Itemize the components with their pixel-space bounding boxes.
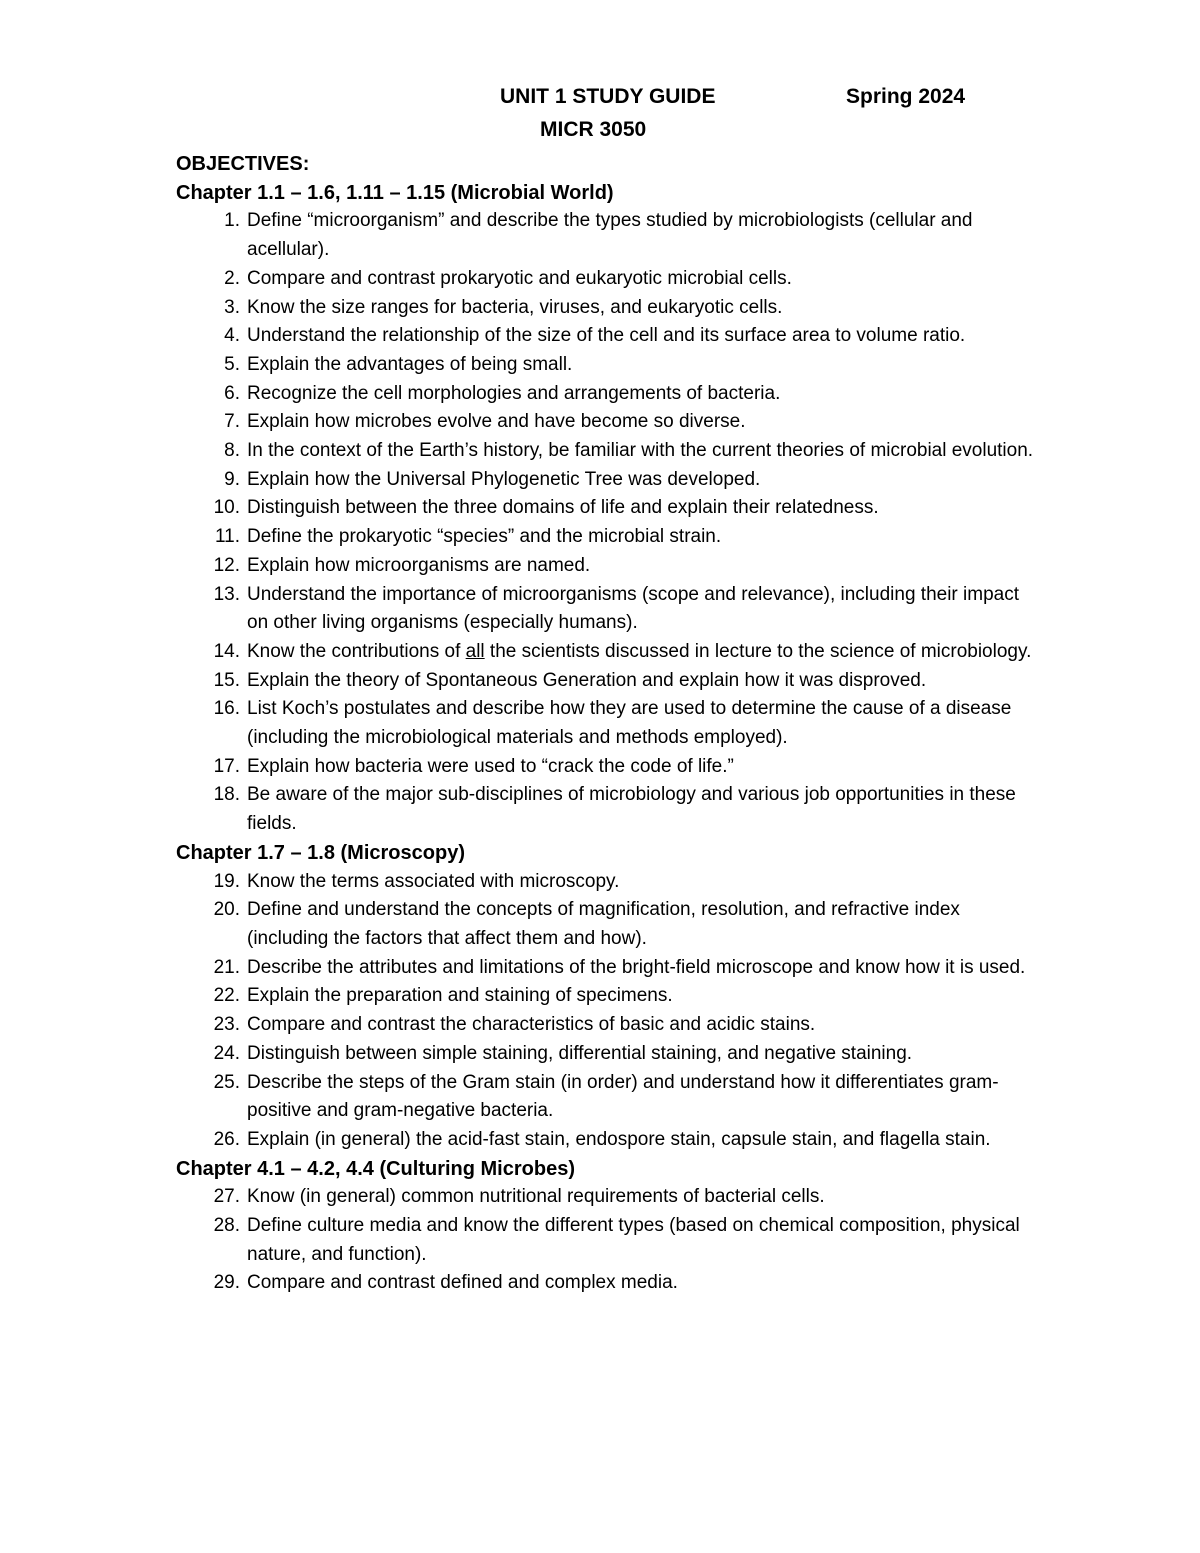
objectives-body xyxy=(176,150,1036,1298)
objective-number: 2. xyxy=(224,267,240,289)
objective-item xyxy=(176,1269,1036,1298)
objective-text: List Koch’s postulates and describe how they are used to determine the cause of a disease (including the microbiological materials and methods employed). xyxy=(247,698,1012,749)
objective-text: Explain (in general) the acid-fast stain, endospore stain, capsule stain, and flagella stain. xyxy=(247,1128,991,1150)
objective-item xyxy=(176,207,1036,264)
objective-item xyxy=(176,552,1036,581)
objective-item xyxy=(176,466,1036,495)
objective-text xyxy=(247,638,1036,667)
objective-number: 6. xyxy=(224,382,240,404)
objective-item xyxy=(176,1011,1036,1040)
objective-item xyxy=(176,1183,1036,1212)
objective-text: Explain the advantages of being small. xyxy=(247,353,573,375)
objective-number: 7. xyxy=(224,411,240,433)
objective-item xyxy=(176,1212,1036,1269)
objective-item xyxy=(176,667,1036,696)
objective-number: 27. xyxy=(213,1186,240,1208)
objective-text: Understand the importance of microorganisms (scope and relevance), including their impact on other living organisms (especially humans). xyxy=(247,583,1019,634)
objective-number: 28. xyxy=(213,1215,240,1237)
objective-number: 14. xyxy=(213,640,240,662)
objective-text: Be aware of the major sub-disciplines of microbiology and various job opportunities in these fields. xyxy=(247,784,1016,835)
objective-number: 18. xyxy=(213,784,240,806)
objective-number: 4. xyxy=(224,325,240,347)
objective-text: Know the terms associated with microscopy. xyxy=(247,870,620,892)
objective-text: Define the prokaryotic “species” and the microbial strain. xyxy=(247,526,722,548)
objective-number: 25. xyxy=(213,1071,240,1093)
objective-text: Compare and contrast defined and complex media. xyxy=(247,1272,678,1294)
objective-text: Recognize the cell morphologies and arrangements of bacteria. xyxy=(247,382,781,404)
objective-text: Explain how bacteria were used to “crack the code of life.” xyxy=(247,755,734,777)
objective-item xyxy=(176,1126,1036,1155)
objective-item xyxy=(176,638,1036,667)
underlined-emphasis: all xyxy=(465,640,485,662)
section-heading: Chapter 4.1 – 4.2, 4.4 (Culturing Microbes) xyxy=(176,1157,575,1180)
objective-text: Know the size ranges for bacteria, viruses, and eukaryotic cells. xyxy=(247,296,783,318)
objective-item xyxy=(176,781,1036,838)
objective-text: Define and understand the concepts of magnification, resolution, and refractive index (including the factors that affect them and how). xyxy=(247,899,960,949)
objectives-label: OBJECTIVES: xyxy=(176,153,310,175)
objective-number: 19. xyxy=(213,870,240,892)
objective-item xyxy=(176,523,1036,552)
objective-item xyxy=(176,322,1036,351)
objective-item xyxy=(176,896,1036,953)
document-title: UNIT 1 STUDY GUIDE xyxy=(500,85,716,108)
objective-text: Understand the relationship of the size of the cell and its surface area to volume ratio. xyxy=(247,325,966,347)
objective-number: 8. xyxy=(224,440,240,462)
objective-text: Compare and contrast the characteristics of basic and acidic stains. xyxy=(247,1014,816,1036)
objective-text: Define “microorganism” and describe the types studied by microbiologists (cellular and acellular). xyxy=(247,210,973,261)
objective-number: 21. xyxy=(213,956,240,978)
objective-number: 16. xyxy=(213,698,240,720)
objective-text: Know (in general) common nutritional requirements of bacterial cells. xyxy=(247,1186,825,1208)
term-label: Spring 2024 xyxy=(846,85,966,108)
objective-item xyxy=(176,294,1036,323)
objective-number: 11. xyxy=(214,526,240,548)
objective-item xyxy=(176,982,1036,1011)
sections-container xyxy=(176,179,1036,1298)
objective-item xyxy=(176,695,1036,752)
objective-text: Compare and contrast prokaryotic and eukaryotic microbial cells. xyxy=(247,267,792,289)
objective-text: Describe the attributes and limitations of the bright-field microscope and know how it is used. xyxy=(247,956,1026,978)
objective-text-part: Know the contributions of xyxy=(247,640,466,662)
section-heading: Chapter 1.1 – 1.6, 1.11 – 1.15 (Microbial World) xyxy=(176,181,614,204)
objective-number: 5. xyxy=(224,353,240,375)
objective-number: 15. xyxy=(213,669,240,691)
objective-item xyxy=(176,351,1036,380)
objective-text-part: the scientists discussed in lecture to the science of microbiology. xyxy=(484,640,1032,662)
objective-item xyxy=(176,954,1036,983)
objective-text: Define culture media and know the different types (based on chemical composition, physical nature, and function). xyxy=(247,1215,1020,1265)
objective-number: 13. xyxy=(213,583,240,605)
objective-item xyxy=(176,1040,1036,1069)
section-heading: Chapter 1.7 – 1.8 (Microscopy) xyxy=(176,841,465,864)
objective-item xyxy=(176,1069,1036,1126)
objective-number: 29. xyxy=(213,1272,240,1294)
objective-number: 17. xyxy=(213,755,240,777)
objective-item xyxy=(176,753,1036,782)
objective-number: 26. xyxy=(213,1128,240,1150)
objective-number: 12. xyxy=(213,554,240,576)
objective-number: 3. xyxy=(224,296,240,318)
objective-item xyxy=(176,380,1036,409)
objective-text: Explain the theory of Spontaneous Generation and explain how it was disproved. xyxy=(247,669,927,691)
objective-number: 10. xyxy=(213,497,240,519)
objective-item xyxy=(176,265,1036,294)
objective-text: Describe the steps of the Gram stain (in order) and understand how it differentiates gram-positive and gram-negative bacteria. xyxy=(247,1071,999,1122)
objective-number: 20. xyxy=(213,899,240,921)
objective-item xyxy=(176,408,1036,437)
objective-item xyxy=(176,494,1036,523)
objective-item xyxy=(176,581,1036,638)
objective-text: Explain how microorganisms are named. xyxy=(247,554,591,576)
objective-number: 24. xyxy=(213,1042,240,1064)
objective-text: Explain how microbes evolve and have become so diverse. xyxy=(247,411,746,433)
objective-number: 1. xyxy=(224,210,240,232)
objective-number: 9. xyxy=(224,468,240,490)
objective-item xyxy=(176,868,1036,897)
objective-text: Explain how the Universal Phylogenetic Tree was developed. xyxy=(247,468,761,490)
objective-number: 22. xyxy=(213,985,240,1007)
objective-item xyxy=(176,437,1036,466)
objective-text: Explain the preparation and staining of specimens. xyxy=(247,985,673,1007)
objective-text: Distinguish between simple staining, differential staining, and negative staining. xyxy=(247,1042,913,1064)
course-code: MICR 3050 xyxy=(540,118,647,141)
objective-number: 23. xyxy=(213,1014,240,1036)
objective-text: In the context of the Earth’s history, be familiar with the current theories of microbial evolution. xyxy=(247,440,1034,462)
objective-text: Distinguish between the three domains of life and explain their relatedness. xyxy=(247,497,879,519)
